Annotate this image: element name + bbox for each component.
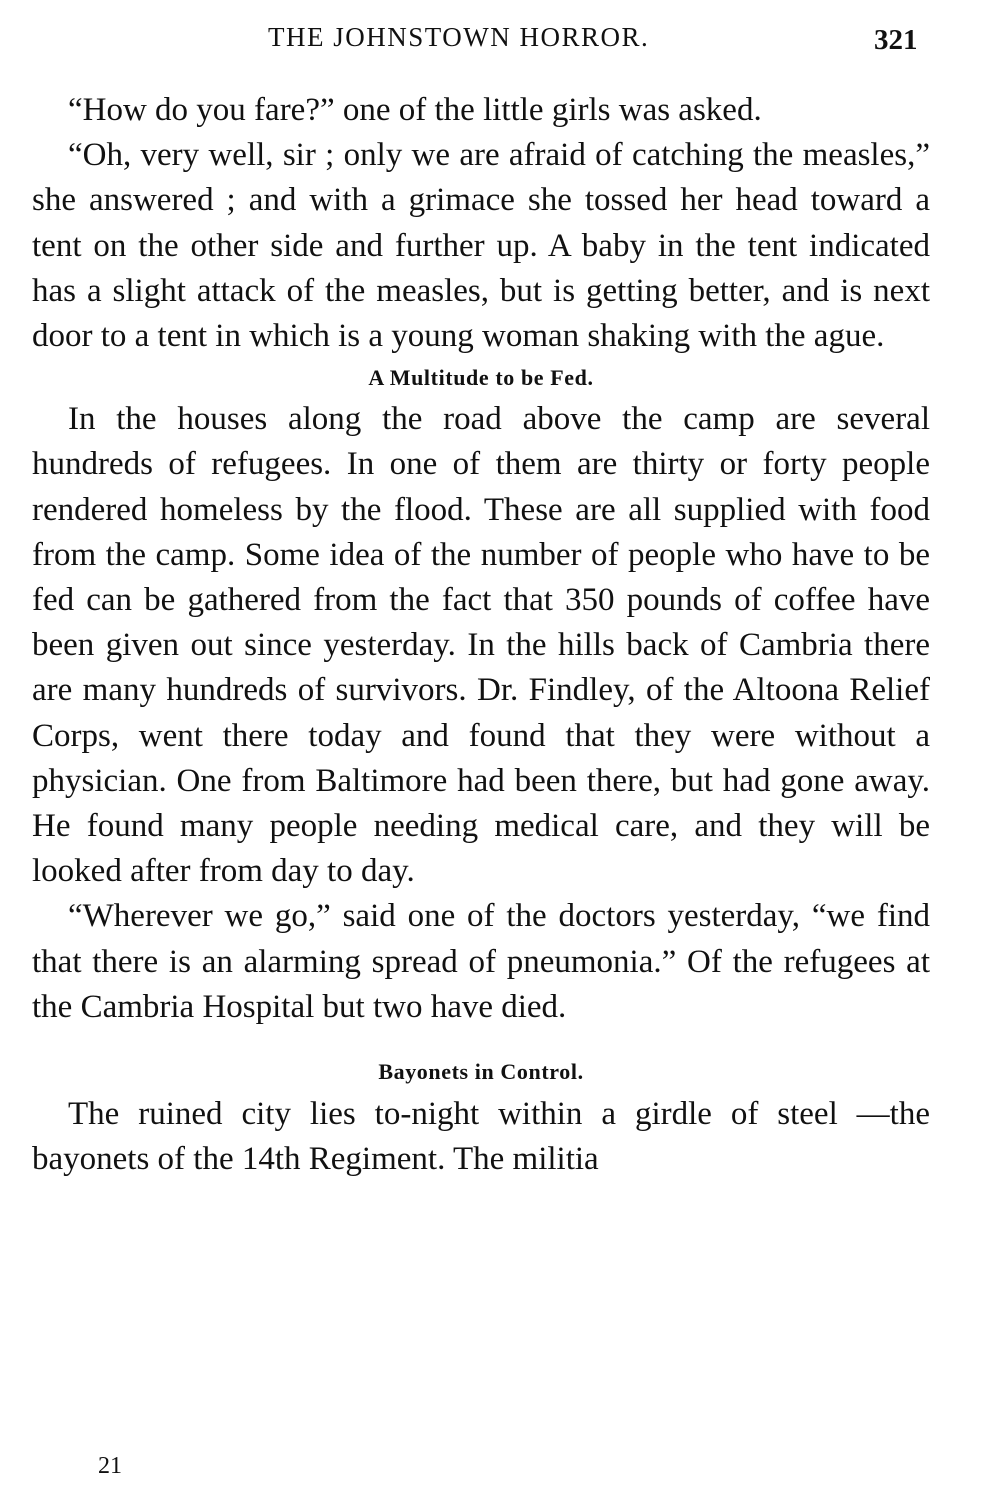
- paragraph-refugees: In the houses along the road above the camp are several hundreds of refugees. In one of them are thirty or forty people rendered homeless by the flood. These are all supplied with food from the camp. Some idea of the number of people who have to be fed can be gathered from the fact that 350 pounds of coffee have been given out since yesterday. In the hills back of Cambria there are many hundreds of survivors. Dr. Findley, of the Altoona Relief Corps, went there today and found that they were without a physician. One from Baltimore had been there, but had gone away. He found many people needing medical care, and they will be looked after from day to day.: [32, 401, 930, 890]
- paragraph-ruined-city: The ruined city lies to-night within a girdle of steel —the bayonets of the 14th Regiment. The militia: [32, 1096, 930, 1178]
- paragraph-measles: “Oh, very well, sir ; only we are afraid of catching the measles,” she answered ; and with a grimace she tossed her head toward a tent on the other side and further up. A baby in the tent indicated has a slight attack of the measles, but is getting better, and is next door to a tent in which is a young woman shaking with the ague.: [32, 137, 930, 355]
- paragraph-pneumonia: “Wherever we go,” said one of the doctors yesterday, “we find that there is an alarming spread of pneumonia.” Of the refugees at the Cambria Hospital but two have died.: [32, 898, 930, 1025]
- section-heading-bayonets: Bayonets in Control.: [378, 1059, 584, 1085]
- paragraph-question: “How do you fare?” one of the little girls was asked.: [68, 92, 762, 128]
- running-title: THE JOHNSTOWN HORROR.: [268, 22, 650, 52]
- page-number: 321: [874, 24, 918, 56]
- section-heading-multitude: A Multitude to be Fed.: [368, 365, 594, 391]
- page-body: [32, 88, 930, 1182]
- signature-mark: 21: [98, 1453, 122, 1479]
